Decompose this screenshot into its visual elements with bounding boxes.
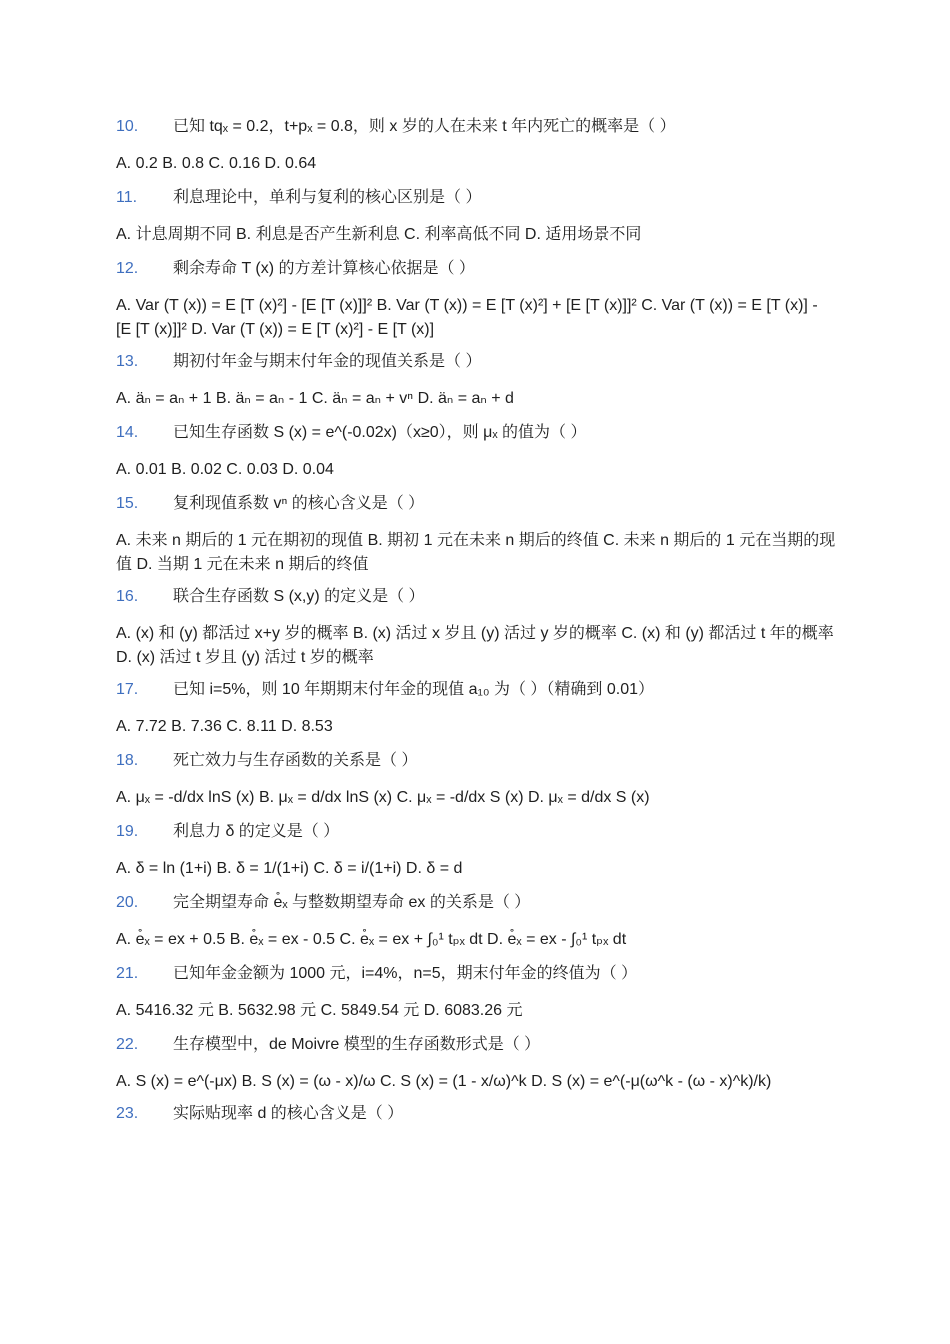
question-number: 16.: [116, 588, 139, 605]
question-options: A. 计息周期不同 B. 利息是否产生新利息 C. 利率高低不同 D. 适用场景不同: [116, 226, 642, 243]
question-options: A. S (x) = e^(-μx) B. S (x) = (ω - x)/ω C. S (x) = (1 - x/ω)^k D. S (x) = e^(-μ(ω^k - (ω - x)^k)/k): [116, 1073, 772, 1090]
question-number: 22.: [116, 1036, 139, 1053]
question-title: [116, 258, 836, 280]
question-options: A. 0.01 B. 0.02 C. 0.03 D. 0.04: [116, 461, 334, 478]
question-title: [116, 679, 836, 701]
question-options: A. 5416.32 元 B. 5632.98 元 C. 5849.54 元 D. 6083.26 元: [116, 1002, 523, 1019]
question-title: [116, 892, 836, 914]
question-title: [116, 187, 836, 209]
question-text: 实际贴现率 d 的核心含义是（ ）: [173, 1105, 404, 1122]
question-number: 21.: [116, 965, 139, 982]
question-title: [116, 1103, 836, 1125]
question-title: [116, 821, 836, 843]
question-list: [116, 116, 836, 1139]
question-options: A. 7.72 B. 7.36 C. 8.11 D. 8.53: [116, 718, 333, 735]
question-number: 14.: [116, 424, 139, 441]
question-text: 利息力 δ 的定义是（ ）: [173, 823, 340, 840]
question-title: [116, 586, 836, 608]
question-options: A. (x) 和 (y) 都活过 x+y 岁的概率 B. (x) 活过 x 岁且 (y) 活过 y 岁的概率 C. (x) 和 (y) 都活过 t 年的概率 D. (x) 活过 t 岁且 (y) 活过 t 岁的概率: [116, 625, 834, 666]
question-text: 完全期望寿命 e̊ₓ 与整数期望寿命 ex 的关系是（ ）: [173, 894, 531, 911]
question-title: [116, 493, 836, 515]
question-title: [116, 116, 836, 138]
question-number: 17.: [116, 681, 139, 698]
question-text: 复利现值系数 vⁿ 的核心含义是（ ）: [173, 495, 425, 512]
question-number: 19.: [116, 823, 139, 840]
question-number: 10.: [116, 118, 139, 135]
question-text: 已知生存函数 S (x) = e^(-0.02x)（x≥0），则 μₓ 的值为（ ）: [173, 424, 587, 441]
question-options: A. δ = ln (1+i) B. δ = 1/(1+i) C. δ = i/(1+i) D. δ = d: [116, 860, 463, 877]
question-title: [116, 963, 836, 985]
question-text: 已知 tqₓ = 0.2，t+pₓ = 0.8，则 x 岁的人在未来 t 年内死亡的概率是（ ）: [173, 118, 676, 135]
question-options: A. 0.2 B. 0.8 C. 0.16 D. 0.64: [116, 155, 317, 172]
question-number: 20.: [116, 894, 139, 911]
question-options: A. e̊ₓ = ex + 0.5 B. e̊ₓ = ex - 0.5 C. e̊ₓ = ex + ∫₀¹ tₚₓ dt D. e̊ₓ = ex - ∫₀¹ tₚₓ dt: [116, 931, 627, 948]
question-number: 23.: [116, 1105, 139, 1122]
question-text: 联合生存函数 S (x,y) 的定义是（ ）: [173, 588, 425, 605]
question-text: 剩余寿命 T (x) 的方差计算核心依据是（ ）: [173, 260, 475, 277]
question-number: 13.: [116, 353, 139, 370]
question-options: A. äₙ = aₙ + 1 B. äₙ = aₙ - 1 C. äₙ = aₙ + vⁿ D. äₙ = aₙ + d: [116, 390, 514, 407]
question-text: 生存模型中，de Moivre 模型的生存函数形式是（ ）: [173, 1036, 541, 1053]
question-title: [116, 422, 836, 444]
question-options: A. 未来 n 期后的 1 元在期初的现值 B. 期初 1 元在未来 n 期后的终值 C. 未来 n 期后的 1 元在当期的现值 D. 当期 1 元在未来 n 期后的终值: [116, 532, 836, 573]
question-title: [116, 750, 836, 772]
question-title: [116, 351, 836, 373]
question-number: 12.: [116, 260, 139, 277]
question-text: 期初付年金与期末付年金的现值关系是（ ）: [173, 353, 482, 370]
question-text: 已知年金金额为 1000 元，i=4%，n=5，期末付年金的终值为（ ）: [173, 965, 638, 982]
question-options: A. μₓ = -d/dx lnS (x) B. μₓ = d/dx lnS (x) C. μₓ = -d/dx S (x) D. μₓ = d/dx S (x): [116, 789, 650, 806]
question-text: 死亡效力与生存函数的关系是（ ）: [173, 752, 418, 769]
question-options: A. Var (T (x)) = E [T (x)²] - [E [T (x)]]² B. Var (T (x)) = E [T (x)²] + [E [T (x)]]² C. Var (T (x)) = E [T (x)] - [E [T (x)]]² D. Var (T (x)) = E [T (x)²] - E [T (x)]: [116, 297, 818, 338]
question-title: [116, 1034, 836, 1056]
question-text: 利息理论中，单利与复利的核心区别是（ ）: [173, 189, 482, 206]
question-text: 已知 i=5%，则 10 年期期末付年金的现值 a₁₀ 为（ ）（精确到 0.01）: [173, 681, 655, 698]
question-number: 15.: [116, 495, 139, 512]
question-number: 11.: [116, 189, 138, 206]
question-number: 18.: [116, 752, 139, 769]
